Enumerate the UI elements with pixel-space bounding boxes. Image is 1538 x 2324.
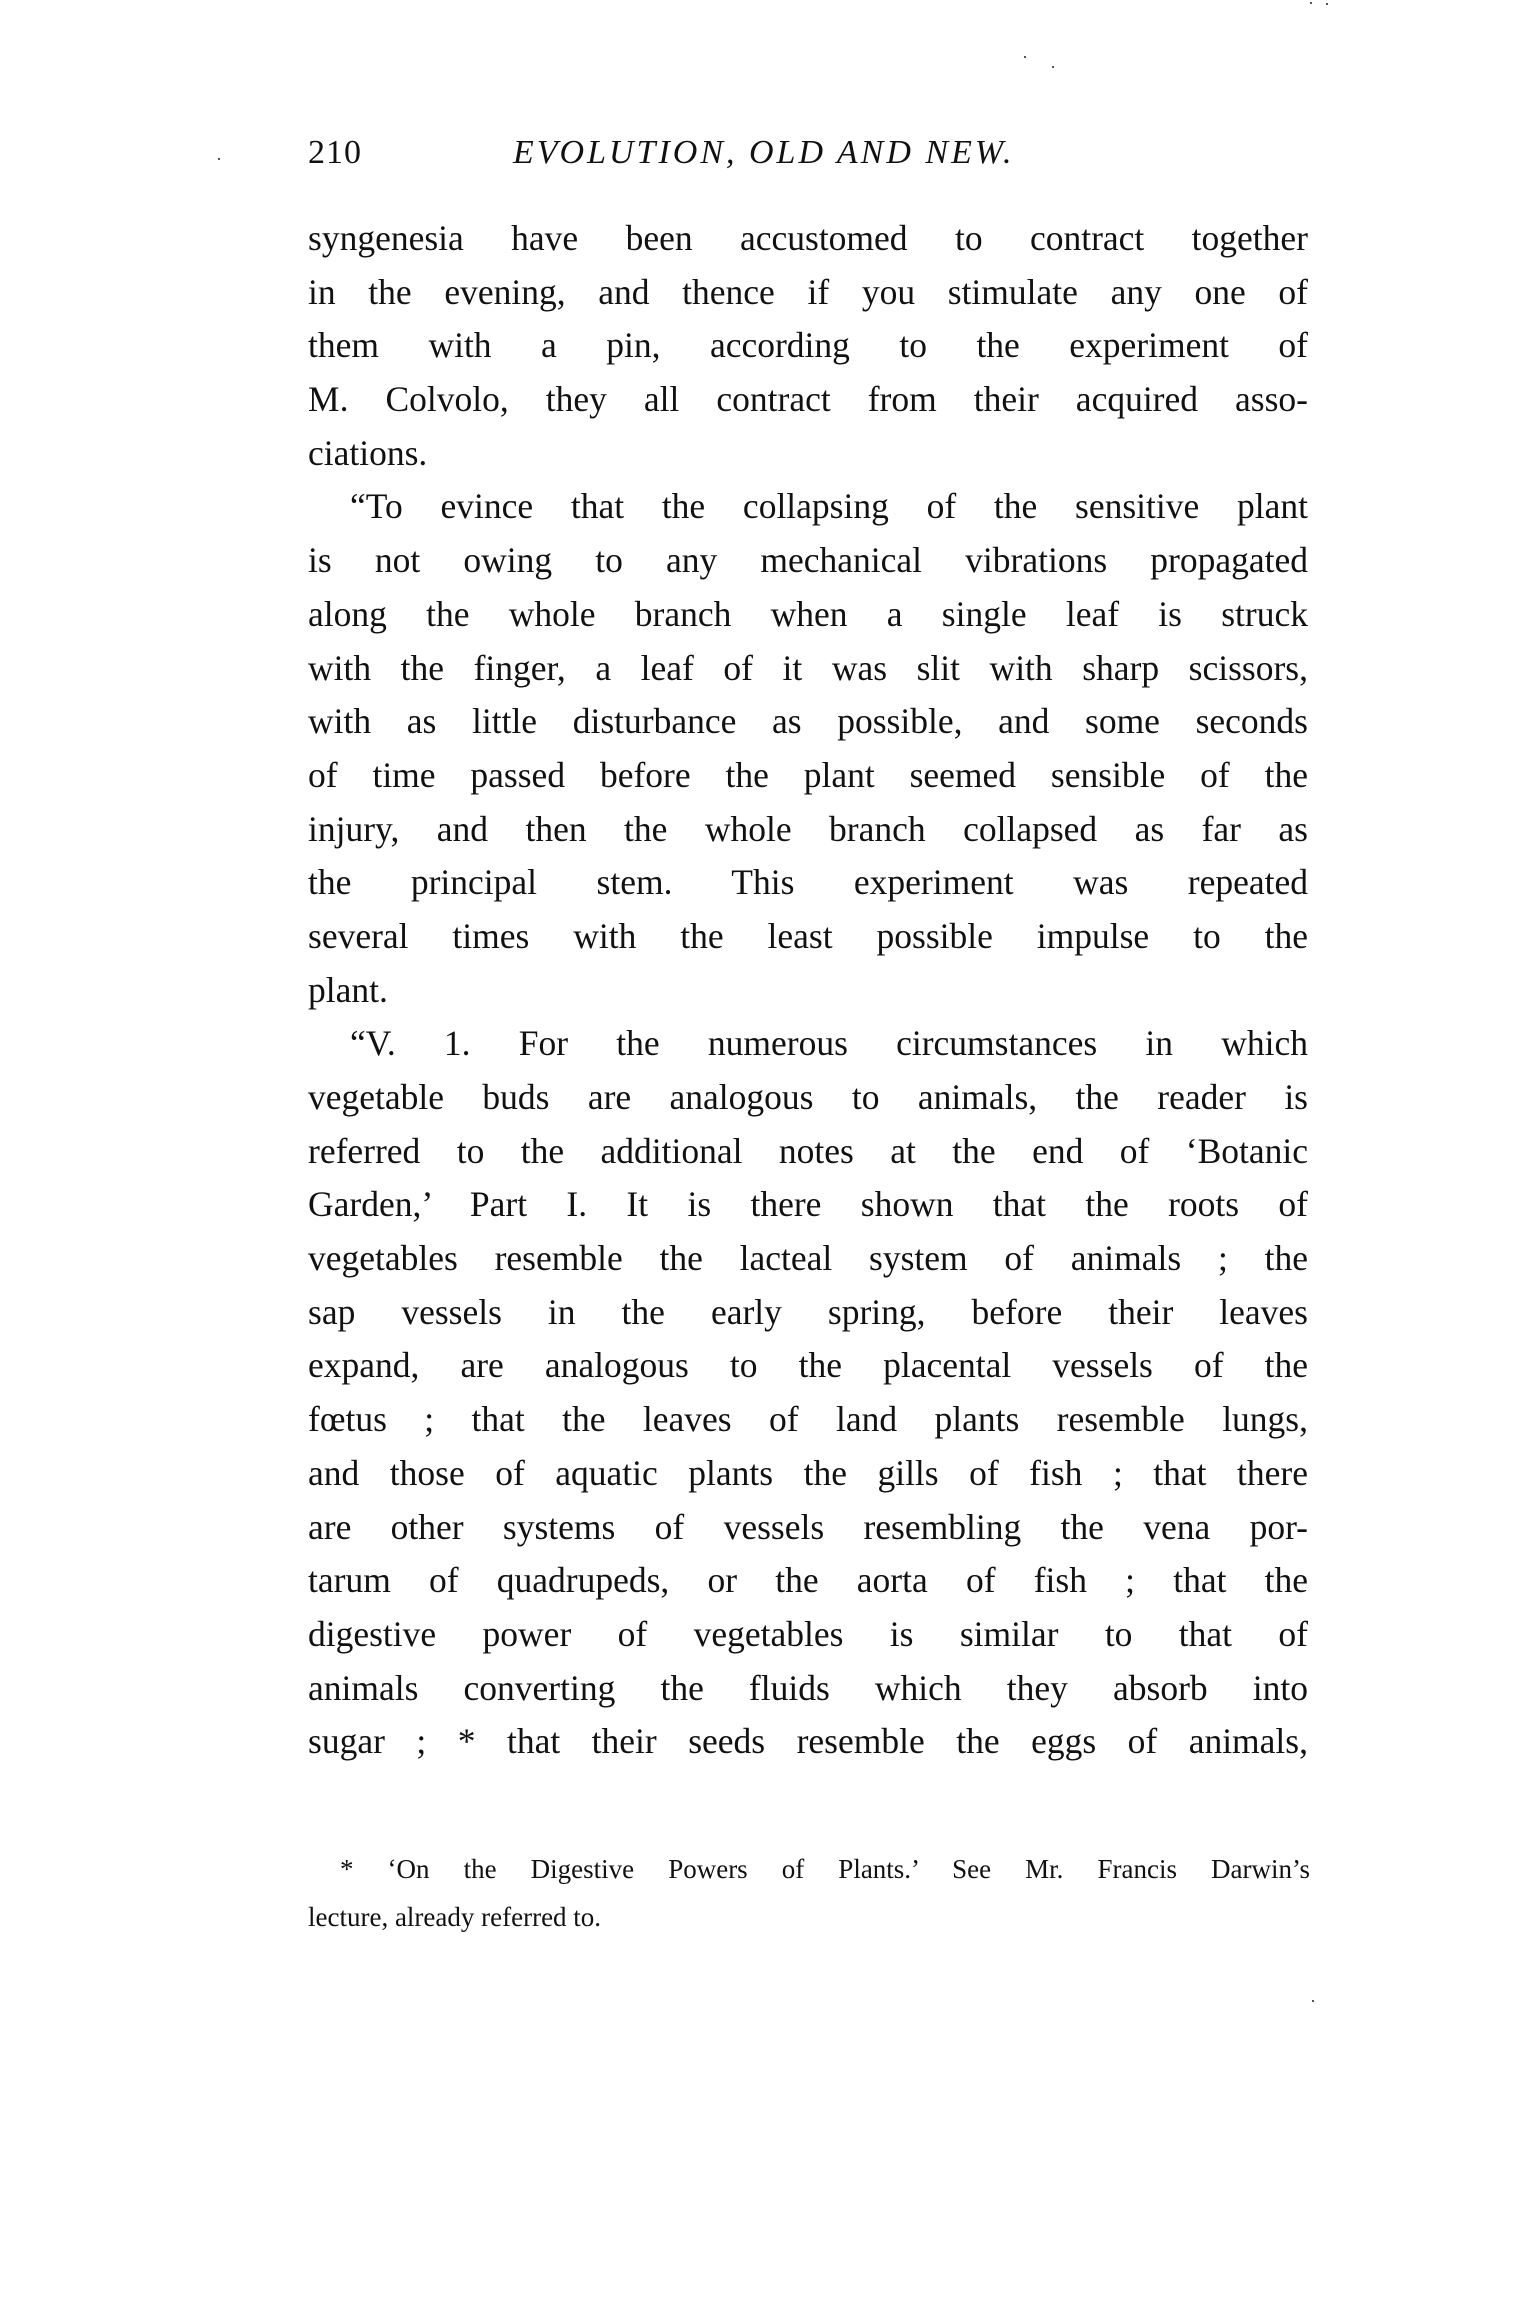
- text-line: digestive power of vegetables is similar to that of: [308, 1613, 1308, 1654]
- scan-speck: [1312, 2000, 1314, 2002]
- footnote: [308, 1845, 1310, 1941]
- text-line: the principal stem. This experiment was repeated: [308, 862, 1308, 903]
- scan-speck: [1326, 3, 1328, 5]
- text-line: with the finger, a leaf of it was slit with sharp scissors,: [308, 647, 1308, 688]
- text-line: M. Colvolo, they all contract from their acquired asso-: [308, 379, 1308, 420]
- text-line: are other systems of vessels resembling the vena por-: [308, 1506, 1308, 1547]
- text-line: vegetables resemble the lacteal system of animals ; the: [308, 1238, 1308, 1279]
- text-line: animals converting the fluids which they absorb into: [308, 1667, 1308, 1708]
- text-line: injury, and then the whole branch collapsed as far as: [308, 808, 1308, 849]
- text-line: Garden,’ Part I. It is there shown that the roots of: [308, 1184, 1308, 1225]
- text-line: fœtus ; that the leaves of land plants resemble lungs,: [308, 1399, 1308, 1440]
- footnote-line: * ‘On the Digestive Powers of Plants.’ See Mr. Francis Darwin’s: [340, 1854, 1310, 1884]
- body-text: [308, 212, 1308, 1769]
- text-line: along the whole branch when a single leaf is struck: [308, 593, 1308, 634]
- paragraph-start-line: “V. 1. For the numerous circumstances in which: [350, 1023, 1308, 1064]
- text-line: vegetable buds are analogous to animals, the reader is: [308, 1077, 1308, 1117]
- text-line: sugar ; * that their seeds resemble the eggs of animals,: [308, 1721, 1308, 1762]
- scan-speck: [1024, 56, 1026, 58]
- text-line: syngenesia have been accustomed to contract together: [308, 218, 1308, 258]
- text-line: with as little disturbance as possible, and some seconds: [308, 701, 1308, 742]
- scan-speck: [1310, 2, 1312, 4]
- text-line: them with a pin, according to the experiment of: [308, 325, 1308, 366]
- text-line: plant.: [308, 969, 388, 1010]
- running-title: EVOLUTION, OLD AND NEW.: [513, 134, 1015, 171]
- text-line: ciations.: [308, 432, 428, 473]
- text-line: in the evening, and thence if you stimulate any one of: [308, 271, 1308, 312]
- scan-speck: [218, 158, 220, 160]
- text-line: referred to the additional notes at the end of ‘Botanic: [308, 1130, 1308, 1171]
- text-line: of time passed before the plant seemed sensible of the: [308, 754, 1308, 795]
- text-line: tarum of quadrupeds, or the aorta of fish ; that the: [308, 1560, 1308, 1601]
- text-line: is not owing to any mechanical vibrations propagated: [308, 540, 1308, 581]
- text-line: and those of aquatic plants the gills of fish ; that there: [308, 1452, 1308, 1493]
- footnote-line: lecture, already referred to.: [308, 1902, 602, 1932]
- text-line: several times with the least possible impulse to the: [308, 915, 1308, 956]
- running-head: [308, 128, 1308, 178]
- paragraph-start-line: “To evince that the collapsing of the sensitive plant: [350, 486, 1308, 527]
- page-number: 210: [308, 134, 362, 171]
- scan-speck: [1052, 66, 1054, 68]
- text-line: sap vessels in the early spring, before their leaves: [308, 1291, 1308, 1332]
- text-line: expand, are analogous to the placental vessels of the: [308, 1345, 1308, 1386]
